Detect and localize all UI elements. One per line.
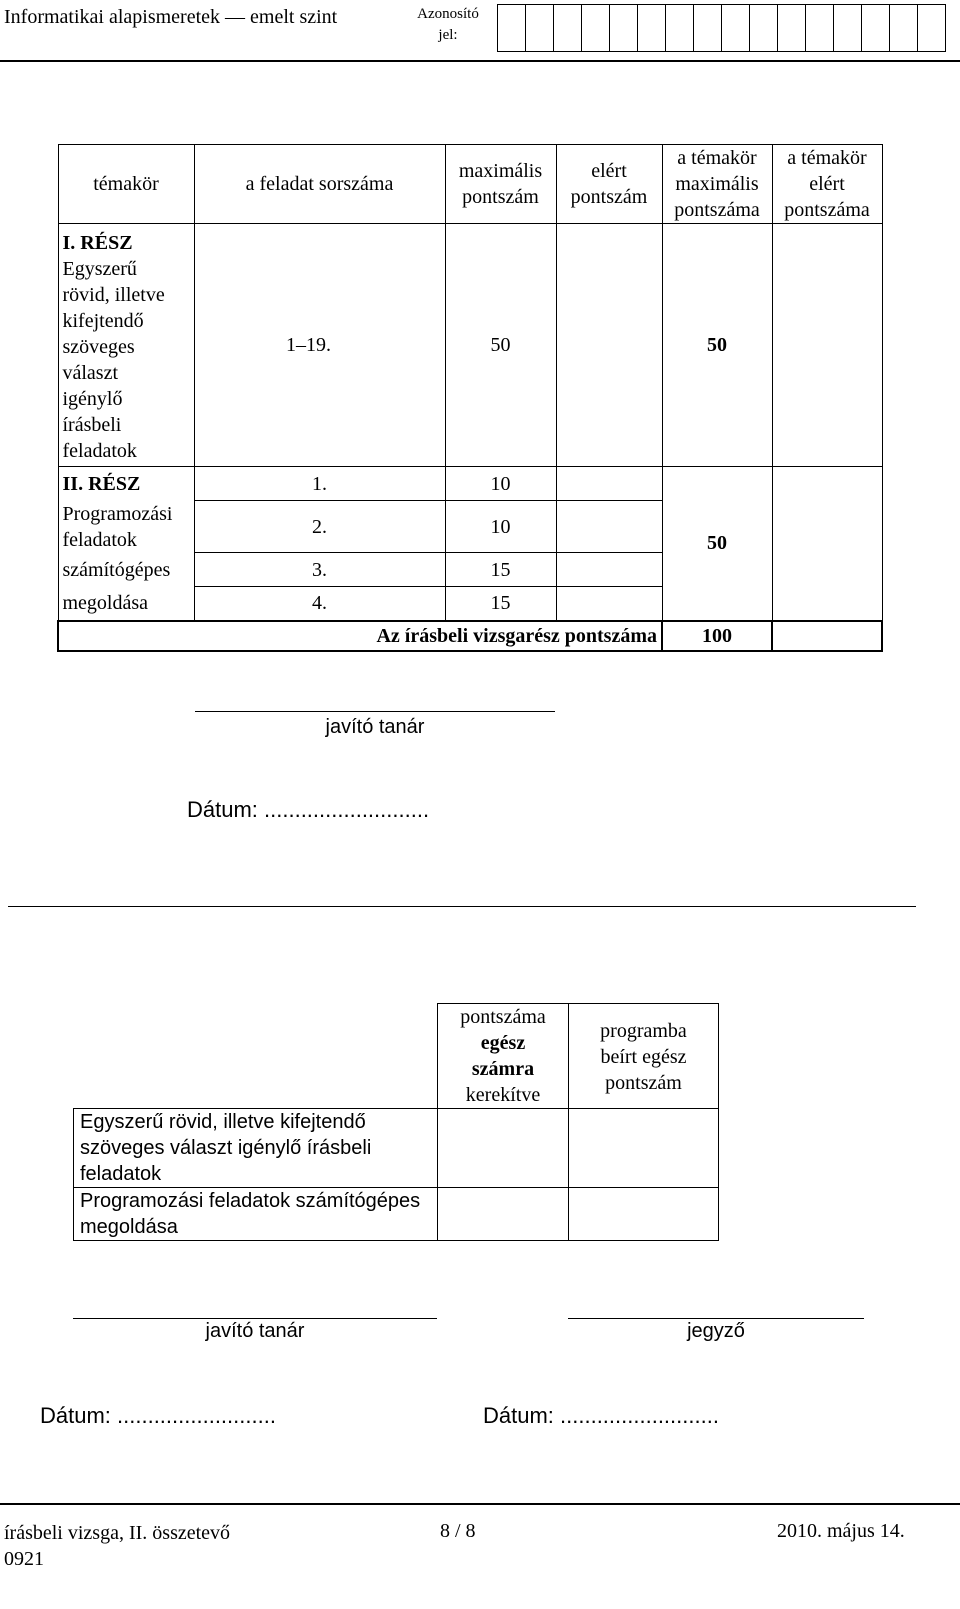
col-topic-achieved	[772, 145, 882, 224]
header-title: Informatikai alapismeretek — emelt szint	[4, 6, 338, 28]
id-label-line1: Azonosító	[417, 6, 479, 22]
part2-max-score: 15	[445, 587, 556, 621]
col-tach-l1: a témakör	[787, 147, 867, 169]
col-rounded-line: pontszáma	[460, 1006, 546, 1028]
col-rounded-line: számra	[471, 1058, 535, 1080]
id-box[interactable]	[778, 5, 806, 51]
part2-desc-cell	[58, 553, 194, 587]
id-box[interactable]	[554, 5, 582, 51]
signature-line	[73, 1318, 437, 1319]
id-box[interactable]	[666, 5, 694, 51]
id-box[interactable]	[610, 5, 638, 51]
date-field: Dátum: ..........................	[483, 1403, 719, 1428]
part2-desc-line: megoldása	[62, 592, 149, 614]
col-max-l2: pontszám	[462, 186, 539, 208]
date-field: Dátum: ..........................	[40, 1403, 276, 1428]
col-entered-score	[569, 1004, 719, 1109]
part1-achieved-score[interactable]	[556, 224, 662, 467]
col-tach-l3: pontszáma	[784, 199, 870, 221]
col-entered-line: programba	[600, 1020, 687, 1042]
rounding-row	[74, 1188, 719, 1241]
part1-topic	[58, 224, 194, 467]
part2-achieved-score[interactable]	[556, 553, 662, 587]
total-value: 100	[662, 621, 772, 651]
page-number: 8 / 8	[440, 1520, 476, 1542]
part2-achieved-score[interactable]	[556, 467, 662, 501]
total-row	[58, 621, 882, 651]
entered-score-cell[interactable]	[569, 1188, 719, 1241]
part2-max-score: 10	[445, 501, 556, 553]
id-label-line2: jel:	[438, 27, 458, 43]
part1-topic-achieved[interactable]	[772, 224, 882, 467]
id-label	[412, 4, 484, 46]
part2-task-number: 4.	[194, 587, 445, 621]
id-box[interactable]	[834, 5, 862, 51]
col-ach-l1: elért	[591, 160, 627, 182]
id-box[interactable]	[890, 5, 918, 51]
id-box[interactable]	[526, 5, 554, 51]
footer-date: 2010. május 14.	[777, 1520, 905, 1542]
part2-desc-line: számítógépes	[62, 558, 171, 581]
part1-max-score: 50	[445, 224, 556, 467]
row1-line: szöveges választ igénylő írásbeli	[80, 1137, 372, 1159]
id-box[interactable]	[722, 5, 750, 51]
part1-desc-line: rövid, illetve	[62, 284, 165, 306]
col-max-l1: maximális	[458, 160, 543, 182]
col-topic-max	[662, 145, 772, 224]
col-tmax-l2: maximális	[675, 173, 759, 195]
part2-task-number: 1.	[194, 467, 445, 501]
part2-task-number: 3.	[194, 553, 445, 587]
footer-exam-info	[4, 1520, 304, 1572]
col-max-score	[445, 145, 556, 224]
rounding-corner	[74, 1004, 438, 1109]
part1-topic-max: 50	[662, 224, 772, 467]
part2-row	[58, 467, 882, 501]
id-box[interactable]	[498, 5, 526, 51]
col-tach-l2: elért	[809, 173, 845, 195]
part1-task-number: 1–19.	[194, 224, 445, 467]
id-box[interactable]	[638, 5, 666, 51]
header-rule	[0, 60, 960, 62]
clerk-label: jegyző	[687, 1320, 745, 1342]
rounded-score-cell[interactable]	[438, 1109, 569, 1188]
part2-desc-cell	[58, 501, 194, 553]
total-achieved[interactable]	[772, 621, 882, 651]
part1-title: I. RÉSZ	[62, 232, 133, 254]
signature-line	[195, 711, 555, 712]
rounding-table	[73, 1003, 719, 1241]
part2-desc-line: Programozási	[62, 502, 173, 525]
part2-max-score: 10	[445, 467, 556, 501]
rounding-row-label	[74, 1109, 438, 1188]
col-entered-line: beírt egész	[600, 1046, 687, 1068]
teacher-label: javító tanár	[205, 1320, 305, 1342]
row1-line: Egyszerű rövid, illetve kifejtendő	[80, 1111, 366, 1133]
part2-desc-cell	[58, 587, 194, 621]
signature-line	[568, 1318, 864, 1319]
row2-line: megoldása	[80, 1216, 178, 1238]
part1-desc-line: szöveges	[62, 336, 135, 358]
part1-desc-line: kifejtendő	[62, 310, 144, 332]
score-table	[57, 144, 883, 652]
col-rounded-score	[438, 1004, 569, 1109]
part2-achieved-score[interactable]	[556, 501, 662, 553]
rounding-row-label	[74, 1188, 438, 1241]
part2-desc-line: feladatok	[62, 528, 137, 551]
col-tmax-l1: a témakör	[677, 147, 757, 169]
row2-line: Programozási feladatok számítógépes	[80, 1190, 421, 1212]
part2-topic-max: 50	[662, 467, 772, 621]
teacher-label: javító tanár	[325, 716, 425, 738]
col-entered-line: pontszám	[605, 1072, 682, 1094]
col-achieved-score	[556, 145, 662, 224]
id-box[interactable]	[918, 5, 945, 51]
col-ach-l2: pontszám	[570, 186, 648, 208]
id-code-boxes	[497, 4, 946, 52]
entered-score-cell[interactable]	[569, 1109, 719, 1188]
part2-title: II. RÉSZ	[62, 472, 141, 495]
id-box[interactable]	[750, 5, 778, 51]
rounding-header-row	[74, 1004, 719, 1109]
rounding-row	[74, 1109, 719, 1188]
col-task-number: a feladat sorszáma	[194, 145, 445, 224]
part2-achieved-score[interactable]	[556, 587, 662, 621]
score-table-header	[58, 145, 882, 224]
footer-exam-line: írásbeli vizsga, II. összetevő	[4, 1522, 231, 1544]
part2-task-number: 2.	[194, 501, 445, 553]
footer-exam-code: 0921	[4, 1548, 44, 1570]
part1-desc-line: választ	[62, 362, 119, 384]
col-tmax-l3: pontszáma	[674, 199, 760, 221]
part1-desc-line: írásbeli	[62, 414, 122, 436]
part2-topic-achieved[interactable]	[772, 467, 882, 621]
date-field: Dátum: ...........................	[187, 797, 430, 822]
id-box[interactable]	[694, 5, 722, 51]
part1-desc-line: Egyszerű	[62, 258, 137, 280]
part1-desc-line: feladatok	[62, 440, 137, 462]
id-box[interactable]	[806, 5, 834, 51]
id-box[interactable]	[582, 5, 610, 51]
row1-line: feladatok	[80, 1163, 162, 1185]
footer-rule	[0, 1503, 960, 1505]
rounded-score-cell[interactable]	[438, 1188, 569, 1241]
section-divider	[8, 906, 916, 907]
total-label: Az írásbeli vizsgarész pontszáma	[58, 621, 662, 651]
part2-title-cell	[58, 467, 194, 501]
col-rounded-line: kerekítve	[465, 1084, 541, 1106]
part1-row	[58, 224, 882, 467]
id-box[interactable]	[862, 5, 890, 51]
col-rounded-line: egész	[480, 1032, 526, 1054]
col-topic: témakör	[58, 145, 194, 224]
part1-desc-line: igénylő	[62, 388, 123, 410]
part2-max-score: 15	[445, 553, 556, 587]
